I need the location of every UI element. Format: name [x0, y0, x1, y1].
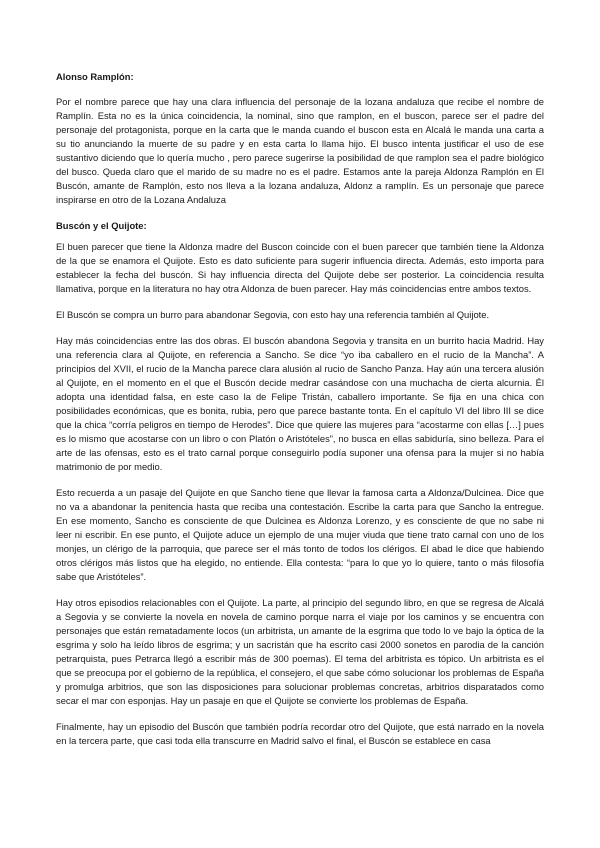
paragraph-aldonza: El buen parecer que tiene la Aldonza madre del Buscon coincide con el buen parecer que también tiene la Aldonza de la que se enamora el Quijote. Esto es dato suficiente para sugerir influencia directa. Además, esto importa para establecer la fecha del buscón. Si hay influencia directa del Quijote debe ser posterior. La coincidencia resulta llamativa, porque en la literatura no hay otra Aldonza de buen parecer. Hay más coincidencias entre ambos textos. — [56, 241, 544, 294]
paragraph-dulcinea: Esto recuerda a un pasaje del Quijote en que Sancho tiene que llevar la famosa carta a Aldonza/Dulcinea. Dice que no va a abandonar la penitencia hasta que reciba una contestación. Escribe la carta para que Sancho la entregue. En ese momento, Sancho es consciente de que Dulcinea es Aldonza Lorenzo, y es consciente de que no sabe ni leer ni escribir. En ese punto, el Quijote aduce un ejemplo de una mujer viuda que tiene trato carnal con uno de los monjes, un clérigo de la parroquia, que parece ser el más tonto de todos los clérigos. El abad le dice que habiendo otros clérigos más listos que ha elegido, no entiende. Ella contesta: “para lo que yo lo quiere, tanto o más filosofía sabe que Aristóteles”. — [56, 487, 544, 582]
paragraph-coincidencias: Hay más coincidencias entre las dos obras. El buscón abandona Segovia y transita en un burrito hacia Madrid. Hay una referencia clara al Quijote, en referencia a Sancho. Se dice “yo iba caballero en el rucio de la Mancha”. A principios del XVII, el rucio de la Mancha parece clara alusión al rucio de Sancho Panza. Hay aún una tercera alusión al Quijote, en el momento en el que el Buscón decide medrar casándose con una muchacha de cierta alcurnia. Él adopta una identidad falsa, en este caso la de Felipe Tristán, caballero importante. Se fija en una chica con posibilidades económicas, que es bonita, rubia, pero que parece bastante tonta. En el capítulo VI del libro III se dice que la chica “corría peligros en tiempo de Herodes”. Dice que quiere las mujeres para “acostarme con ellas […] pues es lo mismo que acostarse con un libro o con Platón o Aristóteles”, no busca en ellas sabiduría, sino belleza. Para el arte de las ofensas, esto es el trato carnal porque conseguirlo podía suponer una ofensa para la mujer si no había matrimonio de por medio. — [56, 335, 544, 472]
paragraph-arbitrista: Hay otros episodios relacionables con el Quijote. La parte, al principio del segundo libro, en que se regresa de Alcalá a Segovia y se convierte la novela en novela de camino porque narra el viaje por los caminos y se encuentra con personajes que están rematadamente locos (un arbitrista, un amante de la esgrima que todo lo ve bajo la óptica de la esgrima y solo ha leído libros de esgrima; y un sacristán que ha escrito casi 2000 sonetos en parodia de la canción petrarquista, pues Petrarca llegó a escribir más de 300 poemas). El tema del arbitrista es tópico. Un arbitrista es el que se preocupa por el gobierno de la república, el consejero, el que sabe cómo solucionar los problemas de España y promulga arbitrios, que son las disposiciones para solucionar problemas concretas, arbitrios disparatados como secar el mar con esponjas. Hay un pasaje en que el Quijote se convierte los problemas de España. — [56, 597, 544, 706]
paragraph-burro: El Buscón se compra un burro para abandonar Segovia, con esto hay una referencia también al Quijote. — [56, 309, 490, 320]
paragraph-final: Finalmente, hay un episodio del Buscón que también podría recordar otro del Quijote, que está narrado en la novela en la tercera parte, que casi toda ella transcurre en Madrid salvo el final, el Buscón se establece en casa — [56, 721, 544, 746]
section-heading-buscon-quijote: Buscón y el Quijote: — [56, 220, 147, 231]
paragraph-ramplon: Por el nombre parece que hay una clara influencia del personaje de la lozana andaluza que recibe el nombre de Ramplín. Esta no es la única coincidencia, la nominal, sino que ramplon, en el buscon, parece ser el padre del personaje del protagonista, porque en la carta que le manda cuando el buscon esta en Alcalá le manda una carta a su tio anunciando la muerte de su padre y en esta carta lo llama hijo. El busco intenta justificar el uso de ese sustantivo diciendo que lo quería mucho , pero parece sugerirse la posibilidad de que ramplon sea el padre biológico del busco. Queda claro que el marido de su madre no es el padre. Estamos ante la pareja Aldonza Ramplón en El Buscón, amante de Ramplón, esto nos lleva a la lozana andaluza, Aldonz a ramplín. Es un personaje que parece inspirarse en otro de la Lozana Andaluza — [56, 96, 544, 205]
section-heading-alonso-ramplon: Alonso Ramplón: — [56, 71, 134, 82]
